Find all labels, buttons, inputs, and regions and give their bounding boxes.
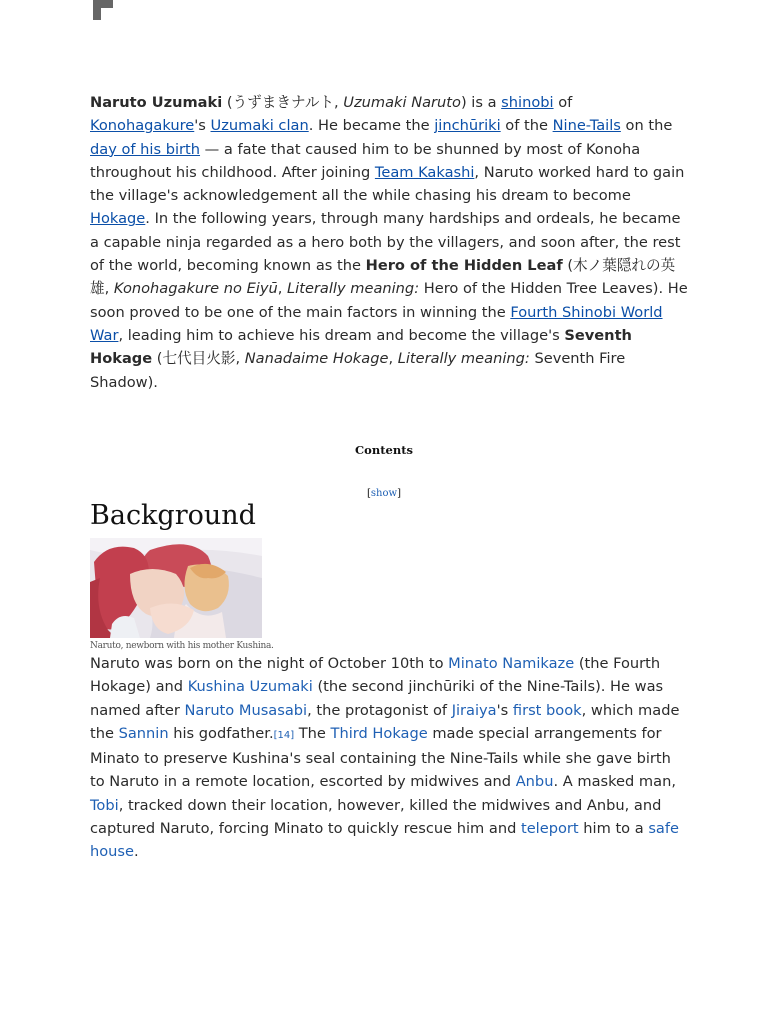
link-konohagakure[interactable]: Konohagakure	[90, 117, 195, 135]
hero-romaji: Konohagakure no Eiyū	[113, 280, 278, 298]
intro-text: — a fate that caused him to be shunned by most of Konoha throughout his childhood. After joining	[90, 140, 641, 181]
link-teleport[interactable]: teleport	[520, 820, 579, 838]
reference-link[interactable]: [14]	[273, 729, 295, 741]
intro-text: , Naruto worked hard to gain the village's acknowledgement all the while chasing his dream to become	[90, 163, 685, 205]
naruto-kushina-illustration[interactable]	[90, 538, 262, 638]
intro-text: 's	[194, 117, 211, 135]
link-nine-tails[interactable]: Nine-Tails	[552, 117, 621, 135]
body-text: .	[134, 843, 139, 861]
body-text: 's	[496, 701, 513, 719]
link-team-kakashi[interactable]: Team Kakashi	[374, 163, 475, 181]
link-safe-house[interactable]: safe house	[90, 820, 679, 861]
intro-text: ). He soon proved to be one of the main factors in winning the	[90, 280, 688, 321]
toc-heading: Contents	[355, 443, 413, 457]
body-text: . A masked man,	[553, 773, 676, 791]
body-text: The	[294, 724, 331, 742]
link-shinobi[interactable]: shinobi	[501, 94, 554, 111]
link-jinchuriki[interactable]: jinchūriki	[434, 117, 501, 135]
section-heading-background: Background	[90, 500, 256, 531]
article-subject: Naruto Uzumaki	[90, 94, 223, 111]
hero-japanese: 木ノ葉隠れの英雄	[90, 257, 676, 298]
link-jiraiya[interactable]: Jiraiya	[451, 701, 497, 719]
link-minato[interactable]: Minato Namikaze	[448, 655, 575, 672]
seventh-romaji: Nanadaime Hokage	[244, 350, 389, 368]
intro-text: ).	[147, 373, 158, 391]
background-paragraph	[90, 652, 690, 864]
body-text: him to a	[578, 820, 649, 838]
link-day-of-birth[interactable]: day of his birth	[90, 140, 201, 158]
toc-toggle: [show]	[367, 488, 401, 499]
seventh-japanese: 七代目火影	[162, 350, 236, 368]
background-section	[90, 652, 690, 864]
hero-meaning: Hero of the Hidden Tree Leaves	[419, 280, 653, 298]
link-kushina[interactable]: Kushina Uzumaki	[187, 678, 313, 696]
intro-text: , leading him to achieve his dream and become the village's	[118, 326, 565, 344]
body-text: his godfather.	[168, 724, 274, 742]
toc-show-link[interactable]: show	[370, 488, 398, 499]
body-text: , tracked down their location, however, killed the midwives and Anbu, and captured Naruto, forcing Minato to quickly rescue him and	[90, 796, 662, 838]
intro-text: of	[553, 94, 573, 111]
intro-paragraph: Naruto Uzumaki (うずまきナルト, Uzumaki Naruto) is a shinobi of Konohagakure's Uzumaki clan. He became the jinchūriki of the Nine-Tails on the day of his birth — a fate that caused him to be shunned by most of Konoha throughout his childhood. After joining Team Kakashi, Naruto worked hard to gain the village's acknowledgement all the while chasing his dream to become Hokage. In the following years, through many hardships and ordeals, he became a capable ninja regarded as a hero both by the villagers, and soon after, the rest of the world, becoming known as the Hero of the Hidden Leaf (木ノ葉隠れの英雄, Konohagakure no Eiyū, Literally meaning: Hero of the Hidden Tree Leaves). He soon proved to be one of the main factors in winning the Fourth Shinobi World War, leading him to achieve his dream and become the village's Seventh Hokage (七代目火影, Nanadaime Hokage, Literally meaning: Seventh Fire Shadow).	[90, 94, 688, 391]
link-anbu[interactable]: Anbu	[515, 773, 554, 791]
romaji-name: Uzumaki Naruto	[343, 94, 461, 111]
literally-label: Literally meaning:	[397, 350, 530, 368]
link-fourth-war[interactable]: Fourth Shinobi World War	[90, 303, 663, 344]
reference-marker	[274, 730, 295, 741]
link-uzumaki-clan[interactable]: Uzumaki clan	[210, 117, 309, 135]
hero-title: Hero of the Hidden Leaf	[365, 257, 563, 275]
body-text: Naruto was born on the night of October 10th to	[90, 655, 449, 672]
link-hokage[interactable]: Hokage	[90, 210, 146, 228]
link-first-book[interactable]: first book	[512, 701, 582, 719]
body-text: (the Fourth Hokage) and	[90, 655, 661, 696]
literally-label: Literally meaning:	[287, 280, 420, 298]
body-text: (the second jinchūriki of the Nine-Tails). He was named after	[90, 678, 664, 719]
japanese-name: うずまきナルト	[232, 94, 335, 111]
intro-text: on the	[620, 117, 673, 135]
link-tobi[interactable]: Tobi	[90, 796, 119, 814]
logo-mark-icon	[93, 0, 113, 20]
intro-text: of the	[500, 117, 553, 135]
body-text: , which made the	[90, 701, 680, 742]
body-text: , the protagonist of	[307, 701, 452, 719]
link-naruto-musasabi[interactable]: Naruto Musasabi	[184, 701, 308, 719]
link-sannin[interactable]: Sannin	[118, 724, 169, 742]
figure-caption: Naruto, newborn with his mother Kushina.	[90, 641, 274, 651]
intro-text: . In the following years, through many hardships and ordeals, he became a capable ninja regarded as a hero both by the villagers, and soon after, the rest of the world, becoming known as the	[90, 210, 681, 275]
seventh-meaning: Seventh Fire Shadow	[90, 350, 626, 391]
article-intro	[90, 91, 690, 394]
seventh-hokage-title: Seventh Hokage	[90, 326, 632, 368]
body-text: made special arrangements for Minato to preserve Kushina's seal containing the Nine-Tails while she gave birth to Naruto in a remote location, escorted by midwives and	[90, 724, 671, 791]
link-third-hokage[interactable]: Third Hokage	[330, 724, 428, 742]
intro-text: . He became the	[308, 117, 435, 135]
intro-text: ) is a	[460, 94, 502, 111]
